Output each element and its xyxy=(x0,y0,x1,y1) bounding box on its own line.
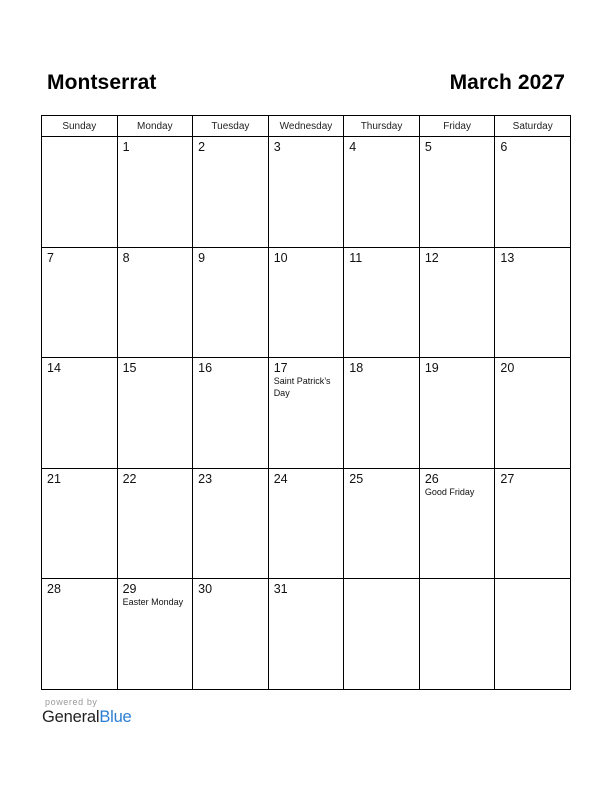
holiday-label: Good Friday xyxy=(424,486,475,497)
day-number: 7 xyxy=(47,250,54,265)
weekday-header: Friday xyxy=(419,116,495,137)
holiday-label: Easter Monday xyxy=(122,597,184,608)
day-number: 10 xyxy=(273,250,288,265)
logo-text-general: General xyxy=(42,708,100,726)
day-cell xyxy=(268,358,344,469)
holiday-label: Saint Patrick’s Day xyxy=(273,376,331,399)
generalblue-logo[interactable] xyxy=(42,708,132,727)
day-number: 26 xyxy=(424,471,439,486)
day-cell xyxy=(495,468,571,579)
day-number: 15 xyxy=(122,361,137,376)
day-cell xyxy=(193,137,269,248)
day-number: 11 xyxy=(349,250,363,265)
day-number: 30 xyxy=(198,582,213,597)
day-cell xyxy=(419,468,495,579)
weekday-header: Thursday xyxy=(344,116,420,137)
day-number: 19 xyxy=(424,361,439,376)
day-number: 14 xyxy=(47,361,61,376)
day-number: 22 xyxy=(122,471,137,486)
day-number: 29 xyxy=(122,582,137,597)
weekday-header: Monday xyxy=(117,116,193,137)
day-number: 9 xyxy=(198,250,206,265)
calendar-month-title: March 2027 xyxy=(449,71,565,94)
day-cell xyxy=(42,358,118,469)
powered-by-text: powered by xyxy=(45,697,98,707)
day-cell xyxy=(193,358,269,469)
day-cell xyxy=(495,358,571,469)
day-number: 31 xyxy=(273,582,288,597)
day-cell xyxy=(193,579,269,690)
day-number: 21 xyxy=(47,471,61,486)
day-number: 1 xyxy=(122,140,130,154)
day-cell xyxy=(117,468,193,579)
weekday-header: Sunday xyxy=(42,116,118,137)
day-cell xyxy=(42,468,118,579)
day-number: 18 xyxy=(349,361,364,376)
day-number: 4 xyxy=(349,140,357,154)
day-cell xyxy=(193,468,269,579)
day-cell xyxy=(419,358,495,469)
day-cell xyxy=(419,247,495,358)
day-cell xyxy=(42,579,118,690)
day-cell xyxy=(495,579,571,690)
day-cell xyxy=(419,579,495,690)
calendar-country-title: Montserrat xyxy=(47,71,157,94)
day-cell xyxy=(117,579,193,690)
day-cell xyxy=(117,358,193,469)
day-number: 28 xyxy=(47,582,61,597)
day-cell xyxy=(495,247,571,358)
day-number: 13 xyxy=(500,250,515,265)
day-cell xyxy=(268,247,344,358)
day-cell xyxy=(193,247,269,358)
day-cell xyxy=(268,468,344,579)
day-number: 12 xyxy=(424,250,439,265)
weekday-header: Saturday xyxy=(495,116,571,137)
day-number: 3 xyxy=(273,140,281,154)
weekday-header-row xyxy=(42,116,571,137)
weekday-header: Tuesday xyxy=(193,116,269,137)
day-cell xyxy=(344,358,420,469)
day-number: 2 xyxy=(198,140,206,154)
day-number: 6 xyxy=(500,140,508,154)
day-cell xyxy=(268,137,344,248)
week-row xyxy=(42,247,571,358)
day-number: 16 xyxy=(198,361,213,376)
day-cell xyxy=(344,137,420,248)
logo-text-blue: Blue xyxy=(99,708,132,726)
day-number: 23 xyxy=(198,471,213,486)
day-cell xyxy=(344,579,420,690)
week-row xyxy=(42,137,571,248)
day-number: 25 xyxy=(349,471,364,486)
day-number: 27 xyxy=(500,471,515,486)
day-cell xyxy=(344,247,420,358)
day-number: 17 xyxy=(273,361,288,376)
day-number: 5 xyxy=(424,140,432,154)
day-number: 8 xyxy=(122,250,130,265)
day-cell xyxy=(268,579,344,690)
week-row xyxy=(42,579,571,690)
week-row xyxy=(42,358,571,469)
day-cell xyxy=(495,137,571,248)
calendar-grid xyxy=(41,115,571,690)
day-cell xyxy=(419,137,495,248)
day-number: 24 xyxy=(273,471,288,486)
day-number: 20 xyxy=(500,361,515,376)
week-row xyxy=(42,468,571,579)
day-cell xyxy=(42,137,118,248)
day-cell xyxy=(117,247,193,358)
day-cell xyxy=(344,468,420,579)
weekday-header: Wednesday xyxy=(268,116,344,137)
day-cell xyxy=(117,137,193,248)
day-cell xyxy=(42,247,118,358)
